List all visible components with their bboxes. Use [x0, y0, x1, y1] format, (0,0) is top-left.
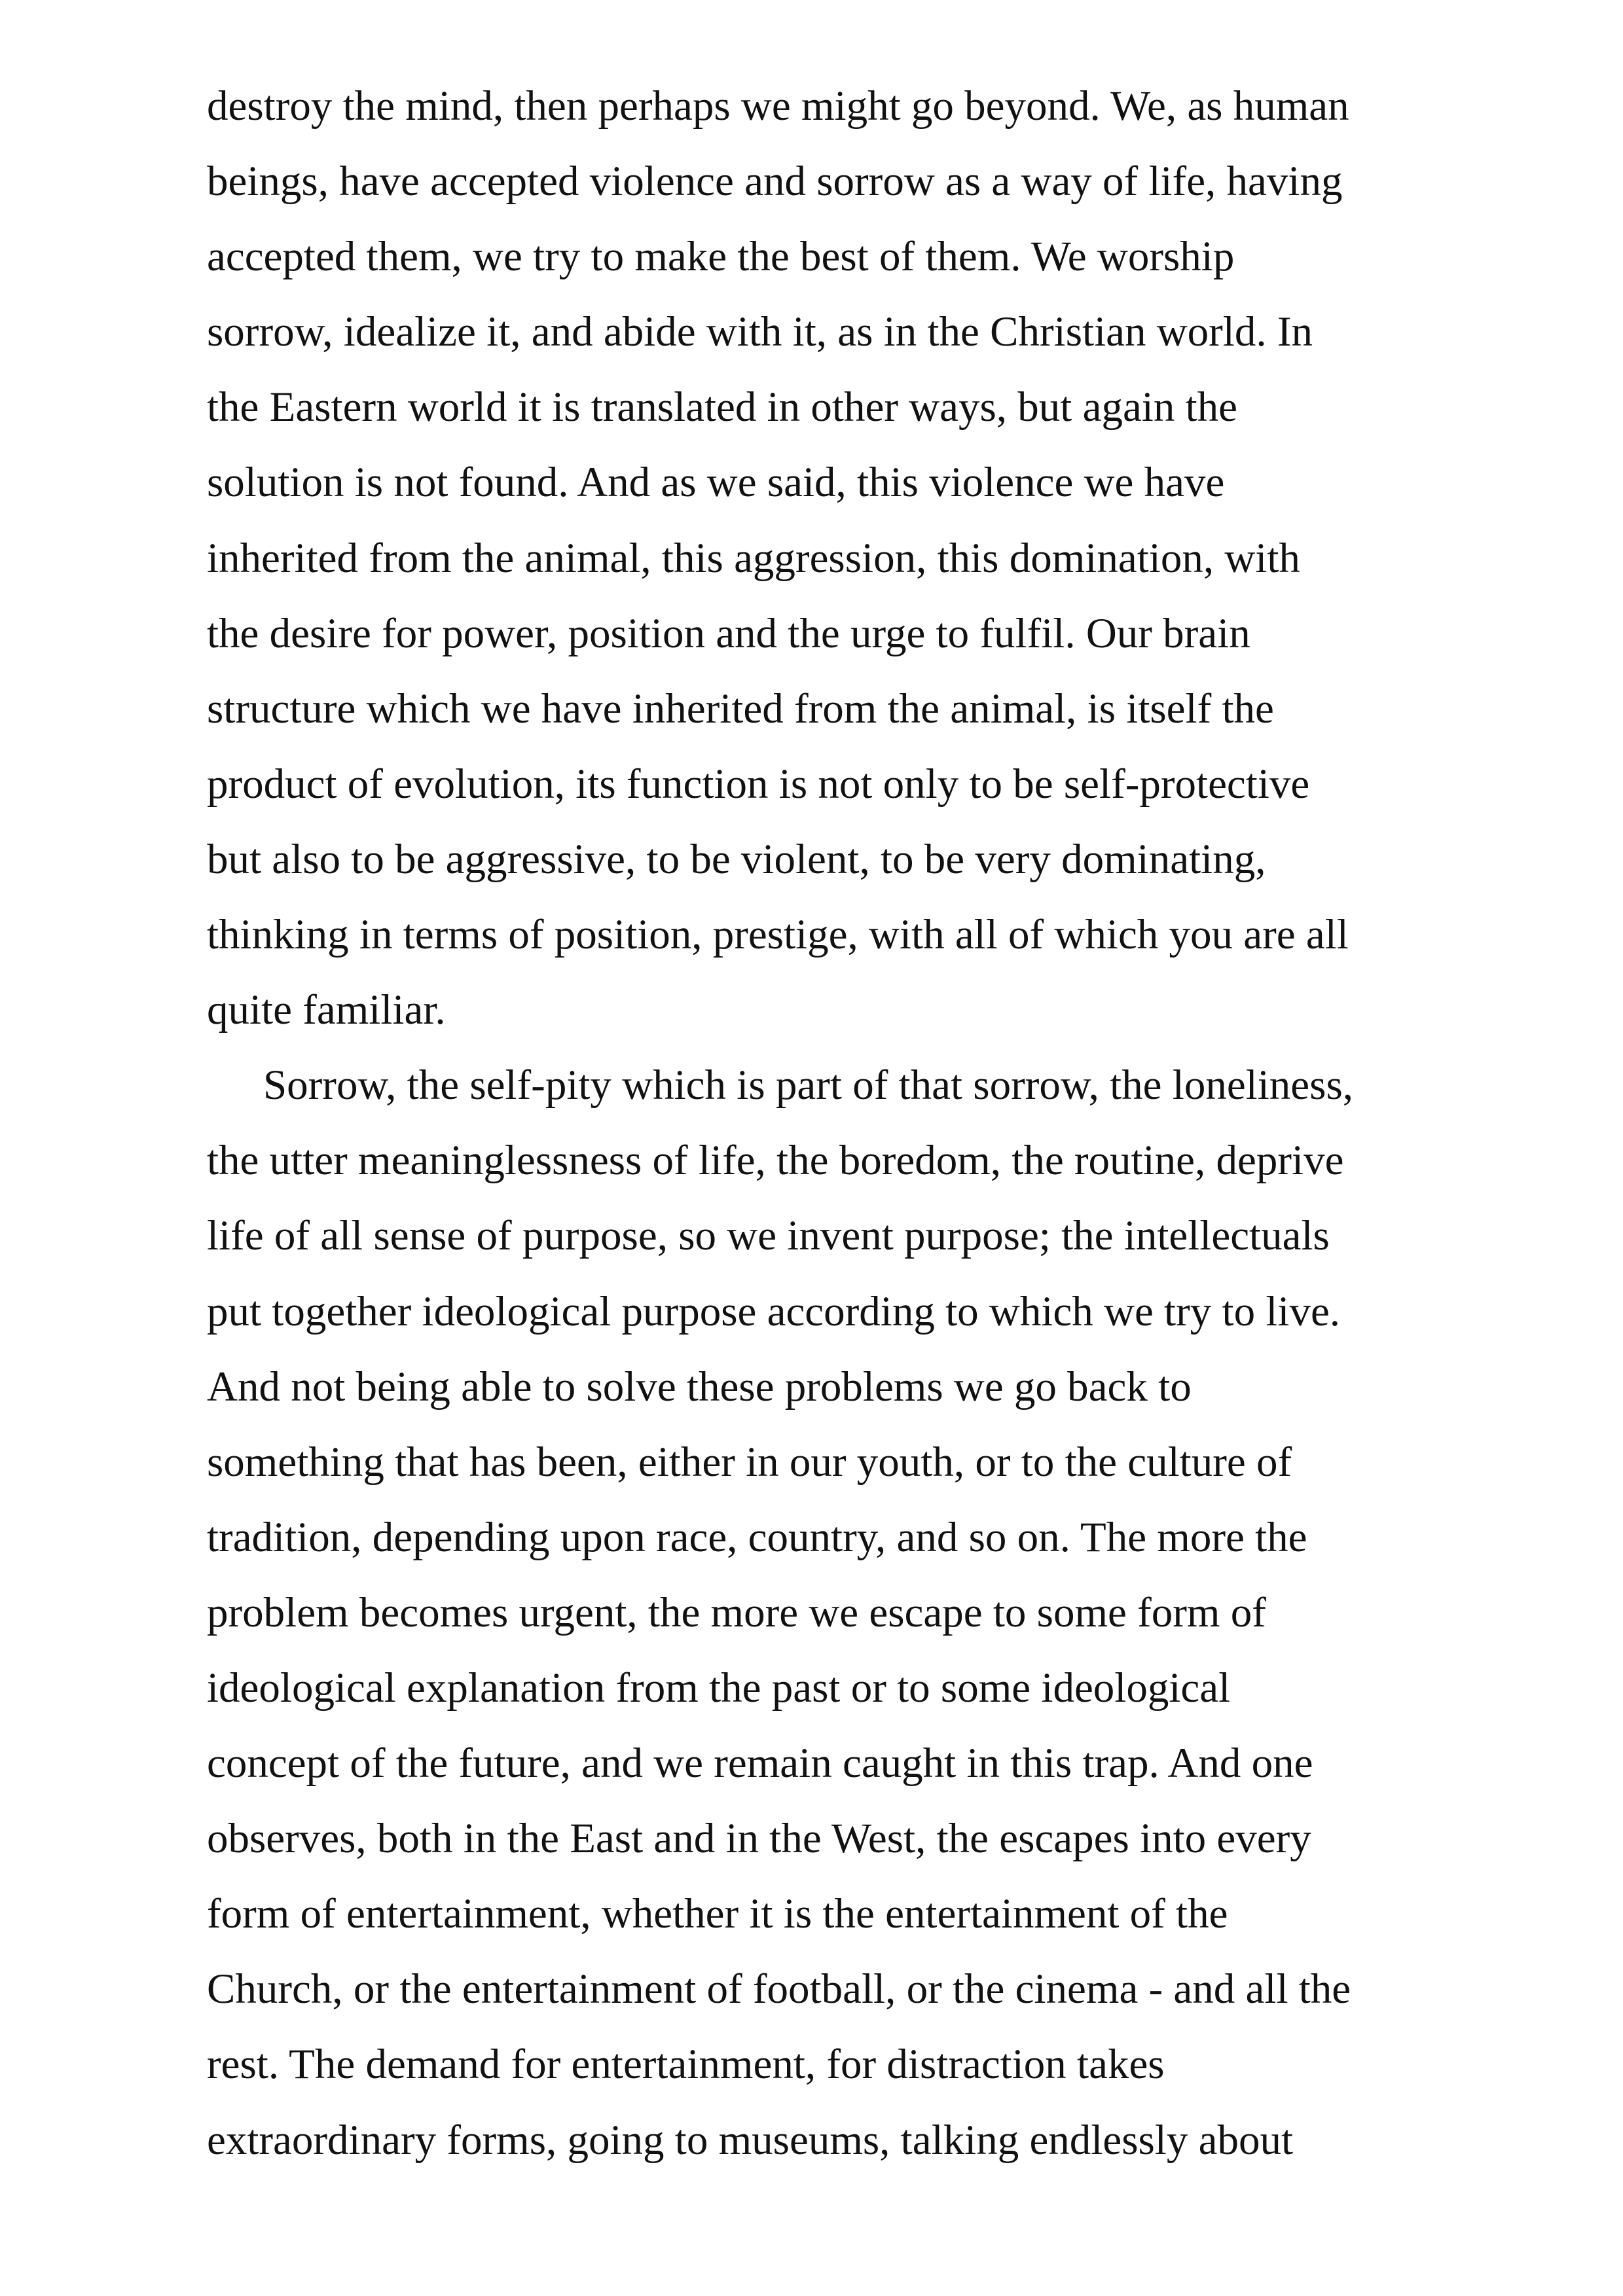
text-line: solution is not found. And as we said, this violence we have	[207, 459, 1225, 507]
text-line: beings, have accepted violence and sorrow as a way of life, having	[207, 158, 1343, 206]
text-line: destroy the mind, then perhaps we might go beyond. We, as human	[207, 82, 1349, 130]
text-line: And not being able to solve these problems we go back to	[207, 1363, 1192, 1410]
text-line: sorrow, idealize it, and abide with it, as in the Christian world. In	[207, 308, 1313, 356]
text-line: product of evolution, its function is not only to be self-protective	[207, 760, 1310, 808]
text-line: tradition, depending upon race, country, and so on. The more the	[207, 1513, 1307, 1561]
text-line: structure which we have inherited from the animal, is itself the	[207, 685, 1274, 732]
text-line: form of entertainment, whether it is the entertainment of the	[207, 1890, 1228, 1938]
text-line: extraordinary forms, going to museums, talking endlessly about	[207, 2116, 1294, 2164]
paragraph-2	[207, 1048, 1451, 2178]
body-text	[207, 69, 1451, 2178]
text-line: life of all sense of purpose, so we invent purpose; the intellectuals	[207, 1212, 1330, 1260]
text-line: accepted them, we try to make the best of them. We worship	[207, 233, 1235, 281]
text-line: but also to be aggressive, to be violent, to be very dominating,	[207, 835, 1266, 883]
text-line: thinking in terms of position, prestige, with all of which you are all	[207, 911, 1349, 959]
text-line: the desire for power, position and the urge to fulfil. Our brain	[207, 609, 1250, 657]
text-line: Church, or the entertainment of football, or the cinema - and all the	[207, 1965, 1351, 2013]
text-line: put together ideological purpose according to which we try to live.	[207, 1287, 1341, 1335]
text-line: the utter meaninglessness of life, the boredom, the routine, deprive	[207, 1137, 1344, 1185]
paragraph-1	[207, 69, 1451, 1048]
text-line: something that has been, either in our youth, or to the culture of	[207, 1438, 1292, 1486]
text-line: the Eastern world it is translated in other ways, but again the	[207, 384, 1238, 431]
text-line: inherited from the animal, this aggression, this domination, with	[207, 534, 1300, 582]
text-line: quite familiar.	[207, 986, 446, 1034]
text-line: problem becomes urgent, the more we escape to some form of	[207, 1588, 1266, 1636]
text-line: rest. The demand for entertainment, for distraction takes	[207, 2041, 1165, 2089]
text-line: concept of the future, and we remain caught in this trap. And one	[207, 1740, 1313, 1787]
text-line: observes, both in the East and in the West, the escapes into every	[207, 1815, 1311, 1863]
text-line: Sorrow, the self-pity which is part of that sorrow, the loneliness,	[263, 1062, 1353, 1109]
text-line: ideological explanation from the past or to some ideological	[207, 1664, 1231, 1712]
